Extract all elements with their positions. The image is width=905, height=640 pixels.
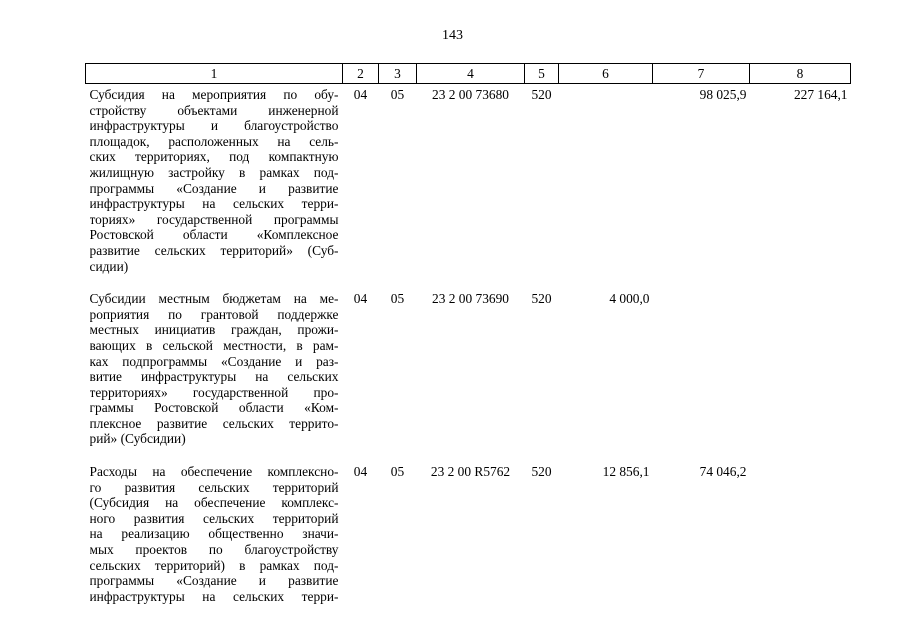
page-number: 143 xyxy=(442,28,463,43)
row-description xyxy=(86,288,343,461)
description-line: мых проектов по благоустройству xyxy=(89,542,339,558)
description-line: Расходы на обеспечение комплексно- xyxy=(89,464,339,480)
description-line: инфраструктуры и благоустройство xyxy=(89,118,339,134)
col-header-1: 1 xyxy=(86,64,343,84)
table-row xyxy=(86,288,851,461)
cell-amount-7: 74 046,2 xyxy=(699,464,747,480)
cell-section: 04 xyxy=(353,87,368,102)
description-line: витие инфраструктуры на сельских xyxy=(89,369,339,385)
description-line: развитие сельских территорий» (Суб- xyxy=(89,242,339,258)
description-line: инфраструктуры на сельских терри- xyxy=(89,588,339,604)
description-line: ских территориях, под компактную xyxy=(89,149,339,165)
description-line: (Субсидия на обеспечение комплекс- xyxy=(89,495,339,511)
description-line: плексное развитие сельских террито- xyxy=(89,415,339,431)
cell-amount-6: 12 856,1 xyxy=(602,464,650,480)
cell-subsection: 05 xyxy=(390,464,405,480)
col-header-5: 5 xyxy=(525,64,559,84)
cell-target-article: 23 2 00 73690 xyxy=(432,291,509,307)
description-line: инфраструктуры на сельских терри- xyxy=(89,196,339,212)
description-line: жилищную застройку в рамках под- xyxy=(89,164,339,180)
cell-amount-7 xyxy=(653,288,750,461)
col-header-4: 4 xyxy=(417,64,525,84)
description-line: ного развития сельских территорий xyxy=(89,510,339,526)
description-line: стройству объектами инженерной xyxy=(89,102,339,118)
description-line: ках подпрограммы «Создание и раз- xyxy=(89,353,339,369)
description-line: программы «Создание и развитие xyxy=(89,573,339,589)
description-line: местных инициатив граждан, прожи- xyxy=(89,322,339,338)
header-row xyxy=(86,64,851,84)
cell-expense-type: 520 xyxy=(531,291,552,307)
col-header-7: 7 xyxy=(653,64,750,84)
col-header-2: 2 xyxy=(343,64,379,84)
cell-subsection: 05 xyxy=(390,291,405,307)
cell-amount-7: 98 025,9 xyxy=(699,87,747,102)
description-line: рий» (Субсидии) xyxy=(89,431,186,447)
budget-table xyxy=(85,63,851,618)
row-description xyxy=(86,84,343,289)
table-row xyxy=(86,461,851,618)
col-header-3: 3 xyxy=(379,64,417,84)
description-line: сельских территорий) в рамках под- xyxy=(89,557,339,573)
cell-subsection: 05 xyxy=(390,87,405,102)
col-header-6: 6 xyxy=(559,64,653,84)
description-line: роприятия по грантовой поддержке xyxy=(89,306,339,322)
cell-section: 04 xyxy=(353,291,368,307)
description-line: го развития сельских территорий xyxy=(89,479,339,495)
description-line: вающих в сельской местности, в рам- xyxy=(89,337,339,353)
col-header-8: 8 xyxy=(750,64,851,84)
description-line: сидии) xyxy=(89,258,129,274)
cell-expense-type: 520 xyxy=(531,464,552,480)
cell-expense-type: 520 xyxy=(531,87,552,102)
description-line: территориях» государственной про- xyxy=(89,384,339,400)
cell-amount-6 xyxy=(559,84,653,289)
cell-section: 04 xyxy=(353,464,368,480)
description-line: Субсидии местным бюджетам на ме- xyxy=(89,291,339,307)
cell-amount-8 xyxy=(750,288,851,461)
table-row xyxy=(86,84,851,289)
description-line: Ростовской области «Комплексное xyxy=(89,227,339,243)
description-line: программы «Создание и развитие xyxy=(89,180,339,196)
description-line: Субсидия на мероприятия по обу- xyxy=(89,87,339,102)
cell-target-article: 23 2 00 R5762 xyxy=(430,464,511,480)
description-line: граммы Ростовской области «Ком- xyxy=(89,400,339,416)
cell-amount-6: 4 000,0 xyxy=(609,291,650,307)
cell-amount-8: 227 164,1 xyxy=(793,87,848,102)
description-line: на реализацию общественно значи- xyxy=(89,526,339,542)
cell-amount-8 xyxy=(750,461,851,618)
row-description xyxy=(86,461,343,618)
description-line: ториях» государственной программы xyxy=(89,211,339,227)
description-line: площадок, расположенных на сель- xyxy=(89,133,339,149)
cell-target-article: 23 2 00 73680 xyxy=(432,87,509,102)
